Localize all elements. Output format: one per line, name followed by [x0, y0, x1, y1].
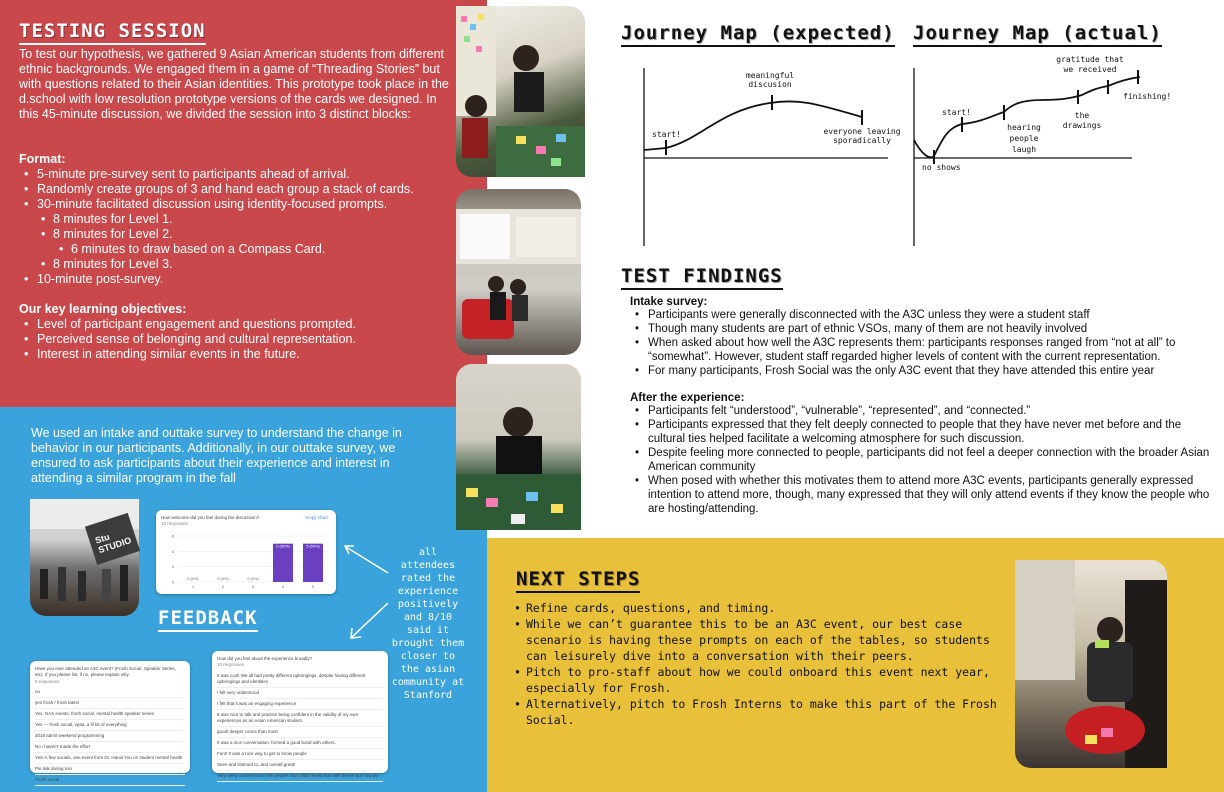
y-tick-label: 6: [171, 533, 174, 539]
list-item: • Refine cards, questions, and timing.: [514, 600, 1014, 616]
list-item: • 30-minute facilitated discussion using identity-focused prompts.: [19, 197, 459, 212]
survey-answer: It was a nice conversation, formed a good bond with others.: [217, 738, 383, 749]
label-laugh: hearing people laugh: [1007, 123, 1041, 154]
list-item: • Participants expressed that they felt deeply connected to people that they have never met before and the cultural ties helped facilitate a welcoming atmosphere for such discussion.: [630, 418, 1212, 446]
list-item: • Alternatively, pitch to Frosh Interns to make this part of the Frosh Social.: [514, 696, 1014, 728]
journey-expected-map: [640, 60, 910, 250]
survey1-question: Have you ever attended an A3C event? (Frosh Social, Speaker Series, etc). If you please list, if no, please explain why.: [35, 666, 176, 677]
label-actual-start: start!: [942, 108, 971, 117]
y-tick-label: 0: [171, 579, 174, 585]
list-item: • Pitch to pro-staff about how we could onboard this event next year, especially for Frosh.: [514, 664, 1014, 696]
format-list: [19, 167, 459, 212]
chart-question: How welcome did you feel during the discussion?: [161, 515, 260, 520]
list-item: • 8 minutes for Level 3.: [19, 257, 459, 272]
welcome-bar-chart: [156, 510, 336, 594]
list-item: • When asked about how well the A3C represents them: participants responses ranged from “not at all” to “somewhat”. However, student staff regarded higher levels of content with the current representation.: [630, 336, 1212, 364]
journey-actual-map: [912, 55, 1202, 250]
survey-answer: Yes — frosh social, vpaa, a lil bit of everything: [35, 720, 185, 731]
session-photo-2: [456, 189, 581, 355]
feedback-title: FEEDBACK: [158, 607, 258, 632]
label-finishing: finishing!: [1123, 92, 1172, 101]
after-label: After the experience:: [630, 392, 745, 404]
survey-answer: I felt that it was an engaging experience: [217, 699, 383, 710]
chart-responses: 10 responses: [161, 521, 189, 526]
next-steps-title: NEXT STEPS: [516, 568, 640, 593]
label-start: start!: [652, 130, 681, 139]
format-label: Format:: [19, 152, 66, 166]
list-item: • Randomly create groups of 3 and hand each group a stack of cards.: [19, 182, 459, 197]
session-photo-1: [456, 6, 585, 177]
list-item: • Perceived sense of belonging and cultural representation.: [19, 332, 459, 347]
list-item: • Participants were generally disconnected with the A3C unless they were a student staff: [630, 308, 1212, 322]
survey-answer: no: [35, 687, 185, 698]
list-item: • 10-minute post-survey.: [19, 272, 459, 287]
feedback-panel: [0, 407, 487, 792]
list-item: • Participants felt “understood”, “vulnerable”, “represented”, and “connected.”: [630, 404, 1212, 418]
list-item: • 8 minutes for Level 2.: [19, 227, 459, 242]
list-item: • 8 minutes for Level 1.: [19, 212, 459, 227]
participant-photo: [1015, 560, 1167, 768]
label-drawings: the drawings: [1062, 111, 1102, 130]
survey2-responses: 10 responses: [217, 662, 245, 667]
testing-session-title: TESTING SESSION: [19, 20, 206, 45]
survey-answer: Yes! A few socials, one event from Dr. Hanoi You on student mental health: [35, 753, 185, 764]
copy-chart-button[interactable]: Copy chart: [306, 515, 328, 520]
survey-experience-card: [212, 651, 388, 778]
list-item: • Interest in attending similar events in the future.: [19, 347, 459, 362]
bar-data-label: 5 (50%): [276, 544, 290, 549]
survey-answer: Yes, NAS events, frosh social, mental health speaker series: [35, 709, 185, 720]
label-meaningful: meaningful discusion: [745, 71, 795, 89]
survey1-answers: [35, 687, 185, 786]
objectives-list: [19, 317, 459, 362]
bar: [273, 544, 293, 582]
survey-answer: No i haven't made the effort: [35, 742, 185, 753]
next-steps-list: [514, 600, 1014, 728]
feedback-intro: We used an intake and outtake survey to understand the change in behavior in our participants. Additionally, in our outtake survey, we ensured to ask participants about their experience and interest in attending a similar program in the fall: [31, 426, 402, 485]
y-tick-label: 2: [171, 564, 174, 570]
label-leaving: everyone leaving sporadically: [823, 127, 901, 145]
x-tick-label: 4: [281, 584, 285, 589]
bar: [303, 544, 323, 582]
list-item: • Level of participant engagement and questions prompted.: [19, 317, 459, 332]
bar-data-label: 0 (0%): [247, 577, 259, 581]
bar-data-label: 5 (50%): [306, 544, 320, 549]
survey-answer: 2018 admit weekend programming: [35, 731, 185, 742]
list-item: • For many participants, Frosh Social was the only A3C event that they have attended this entire year: [630, 364, 1212, 378]
findings-title: TEST FINDINGS: [621, 265, 783, 290]
session-photo-3: [456, 364, 581, 530]
objectives-label: Our key learning objectives:: [19, 302, 187, 316]
x-tick-label: 2: [221, 584, 225, 589]
survey2-question: How did you feel about the experience broadly?: [217, 656, 313, 661]
survey-answer: yes frosh / frosh latest: [35, 698, 185, 709]
y-tick-label: 4: [171, 548, 174, 554]
x-tick-label: 5: [311, 584, 315, 589]
journey-actual-title: Journey Map (actual): [913, 22, 1162, 47]
list-item: • Despite feeling more connected to people, participants did not feel a deeper connection with the broader Asian American community: [630, 446, 1212, 474]
testing-session-panel: [0, 0, 487, 407]
welcome-chart-card: [156, 510, 336, 594]
survey-answer: It was cool! We all had pretty different upbringings, despite having different upbringings and identities: [217, 671, 383, 688]
studio-photo: [30, 499, 139, 616]
survey-answer: I felt very understood: [217, 688, 383, 699]
intake-label: Intake survey:: [630, 296, 708, 308]
survey-answer: It was nice to talk and practice being confident in the validity of my own experiences as an Asian American student.: [217, 710, 383, 727]
feedback-annotation: all attendees rated the experience positively and 8/10 said it brought them closer to the asian community at Stanford: [391, 547, 465, 701]
testing-intro: To test our hypothesis, we gathered 9 Asian American students from different ethnic backgrounds. We engaged them in a game of “Threading Stories” but with questions related to their Asian identities. This prototype took place in the d.school with low resolution prototype versions of the cards we designed. In this 45-minute discussion, we divided the session into 3 distinct blocks:: [19, 47, 449, 121]
survey-answer: Fun!! It was a nice way to get to know people: [217, 749, 383, 760]
findings-body: [620, 296, 1212, 516]
list-item: • 5-minute pre-survey sent to participants ahead of arrival.: [19, 167, 459, 182]
survey-attended-card: [30, 661, 190, 782]
list-item: • While we can’t guarantee this to be an A3C event, our best case scenario is having these prompts on each of the tables, so students can leisurely dive into a conversation with their peers.: [514, 616, 1014, 664]
x-tick-label: 1: [191, 584, 195, 589]
bar-data-label: 0 (0%): [187, 577, 199, 581]
label-gratitude: gratitude that we received: [1056, 55, 1124, 74]
survey-answer: Seen and listened to, and overall great!: [217, 760, 383, 771]
survey1-responses: 9 responses: [35, 679, 60, 684]
label-no-shows: no shows: [922, 163, 961, 172]
next-steps-panel: [487, 538, 1224, 792]
studio-sign: Stu STUDIO: [93, 531, 133, 556]
bar-data-label: 0 (0%): [217, 577, 229, 581]
survey-answer: Pie talk during nso: [35, 764, 185, 775]
x-tick-label: 3: [251, 584, 255, 589]
list-item: • When posed with whether this motivates them to attend more A3C events, participants generally expressed intention to attend more, though, many expressed that they will only attend events if they know the people who are hosting/attending.: [630, 474, 1212, 516]
survey-answer: good! deeper conns than most: [217, 727, 383, 738]
survey-answer: Frosh social: [35, 775, 185, 786]
list-item: • 6 minutes to draw based on a Compass Card.: [19, 242, 459, 257]
survey2-answers: [217, 671, 383, 782]
list-item: • Though many students are part of ethnic VSOs, many of them are not heavily involved: [630, 322, 1212, 336]
survey-answer: Very deep conversation with people that i didn't know that well before but now do: [217, 771, 383, 782]
journey-expected-title: Journey Map (expected): [621, 22, 895, 47]
